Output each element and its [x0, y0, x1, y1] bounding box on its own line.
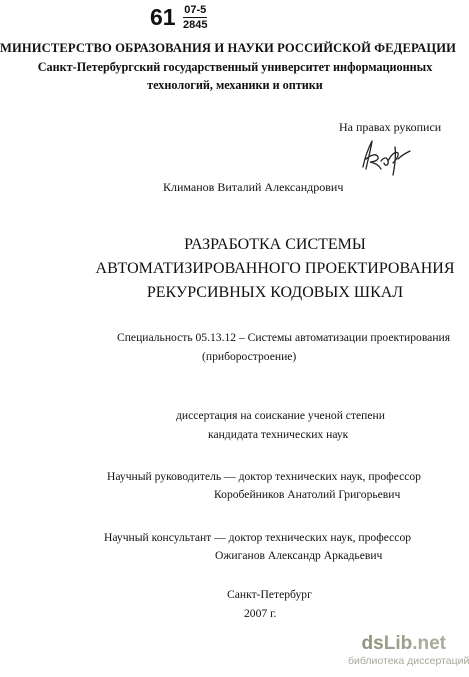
university-name-line2: технологий, механики и оптики: [147, 78, 323, 92]
watermark-subtitle: библиотека диссертаций: [348, 655, 469, 667]
specialty-line1: Специальность 05.13.12 – Системы автоматизации проектирования: [117, 331, 451, 344]
consultant-role: Научный консультант — доктор технических наук, профессор: [104, 531, 412, 544]
archive-stamp-number: 61: [150, 4, 176, 30]
handwritten-signature: [355, 135, 415, 177]
watermark[interactable]: [348, 633, 469, 667]
degree-line2: кандидата технических наук: [208, 428, 349, 441]
watermark-logo-lib: Lib: [383, 633, 413, 654]
supervisor-role: Научный руководитель — доктор технических наук, профессор: [107, 470, 421, 483]
degree-line1: диссертация на соискание ученой степени: [176, 409, 385, 422]
thesis-title-line3: РЕКУРСИВНЫХ КОДОВЫХ ШКАЛ: [146, 284, 404, 301]
consultant-name: Ожиганов Александр Аркадьевич: [215, 549, 383, 562]
archive-stamp-fraction-top: 07-5: [184, 4, 207, 16]
specialty-line2: (приборостроение): [202, 350, 297, 363]
thesis-title-line2: АВТОМАТИЗИРОВАННОГО ПРОЕКТИРОВАНИЯ: [95, 260, 455, 277]
year: 2007 г.: [244, 607, 277, 620]
university-name-line1: Санкт-Петербургский государственный университет информационных: [37, 60, 433, 74]
watermark-logo-ds: ds: [361, 633, 384, 654]
place-name: Санкт-Петербург: [227, 588, 312, 601]
author-name: Климанов Виталий Александрович: [163, 180, 344, 194]
manuscript-rights-note: На правах рукописи: [339, 120, 442, 134]
archive-stamp-fraction: [183, 4, 207, 31]
watermark-logo-net: .net: [412, 633, 446, 654]
supervisor-name: Коробейников Анатолий Григорьевич: [214, 488, 401, 501]
archive-stamp-fraction-bottom: 2845: [183, 19, 208, 31]
watermark-logo[interactable]: [352, 634, 446, 654]
ministry-heading: МИНИСТЕРСТВО ОБРАЗОВАНИЯ И НАУКИ РОССИЙСКОЙ ФЕДЕРАЦИИ: [0, 41, 457, 55]
thesis-title-line1: РАЗРАБОТКА СИСТЕМЫ: [184, 236, 366, 253]
